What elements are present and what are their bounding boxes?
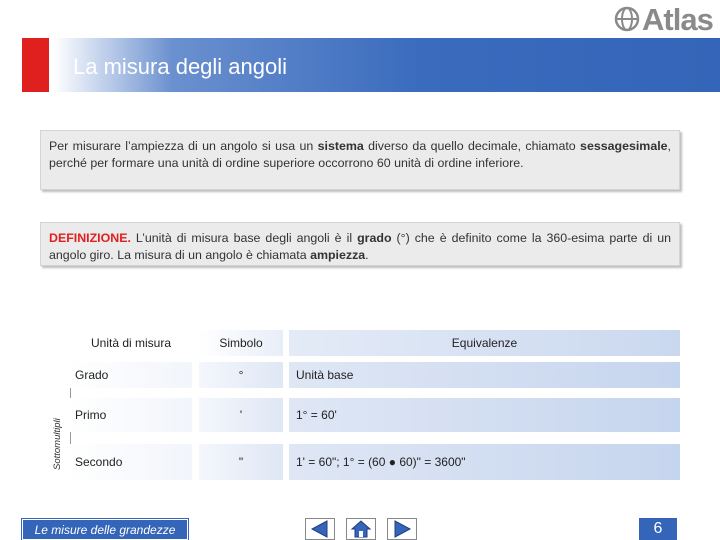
table-cell-unit: Secondo <box>68 444 192 480</box>
table-header-unit: Unità di misura <box>70 330 192 356</box>
intro-text: Per misurare l’ampiezza di un angolo si usa un <box>49 139 318 153</box>
table-header-symbol: Simbolo <box>199 330 283 356</box>
footer-section-label: Le misure delle grandezze <box>22 519 188 540</box>
globe-icon <box>612 4 642 34</box>
logo-text: Atlas <box>642 2 713 37</box>
submultiples-label: Sottomultipli <box>52 418 63 470</box>
table-cell-symbol: " <box>199 444 283 480</box>
title-accent-bar <box>22 38 49 92</box>
table-cell-equivalence: Unità base <box>289 362 680 388</box>
page-number: 6 <box>639 518 677 540</box>
definition-text: L’unità di misura base degli angoli è il <box>130 231 358 245</box>
table-cell-symbol: ' <box>199 398 283 432</box>
table-cell-equivalence: 1' = 60"; 1° = (60 ● 60)" = 3600" <box>289 444 680 480</box>
atlas-logo <box>612 2 713 37</box>
table-cell-unit: Primo <box>68 398 192 432</box>
table-cell-unit: Grado <box>68 362 192 388</box>
table-header-equivalence: Equivalenze <box>289 330 680 356</box>
intro-text: , perché per formare una unità di ordine superiore occorrono 60 unità di ordine inferiore. <box>49 139 671 170</box>
home-icon <box>347 519 375 539</box>
definition-label: DEFINIZIONE. <box>49 231 131 245</box>
definition-box <box>40 222 680 266</box>
home-slide-button[interactable] <box>346 518 376 540</box>
page-title: La misura degli angoli <box>73 54 288 79</box>
intro-bold-sessagesimale: sessagesimale <box>580 139 668 153</box>
definition-bold-grado: grado <box>357 231 392 245</box>
definition-bold-ampiezza: ampiezza <box>310 248 366 262</box>
table-cell-symbol: ° <box>199 362 283 388</box>
triangle-left-icon <box>306 519 334 539</box>
intro-text: diverso da quello decimale, chiamato <box>363 139 581 153</box>
next-slide-button[interactable] <box>387 518 417 540</box>
triangle-right-icon <box>388 519 416 539</box>
definition-text: . <box>365 248 369 262</box>
table-cell-equivalence: 1° = 60' <box>289 398 680 432</box>
definition-text: (°) che è definito come la 360-esima parte di un angolo giro. La misura di un angolo è chiamata <box>49 231 672 262</box>
intro-box <box>40 130 680 190</box>
intro-bold-sistema: sistema <box>317 139 364 153</box>
previous-slide-button[interactable] <box>305 518 335 540</box>
